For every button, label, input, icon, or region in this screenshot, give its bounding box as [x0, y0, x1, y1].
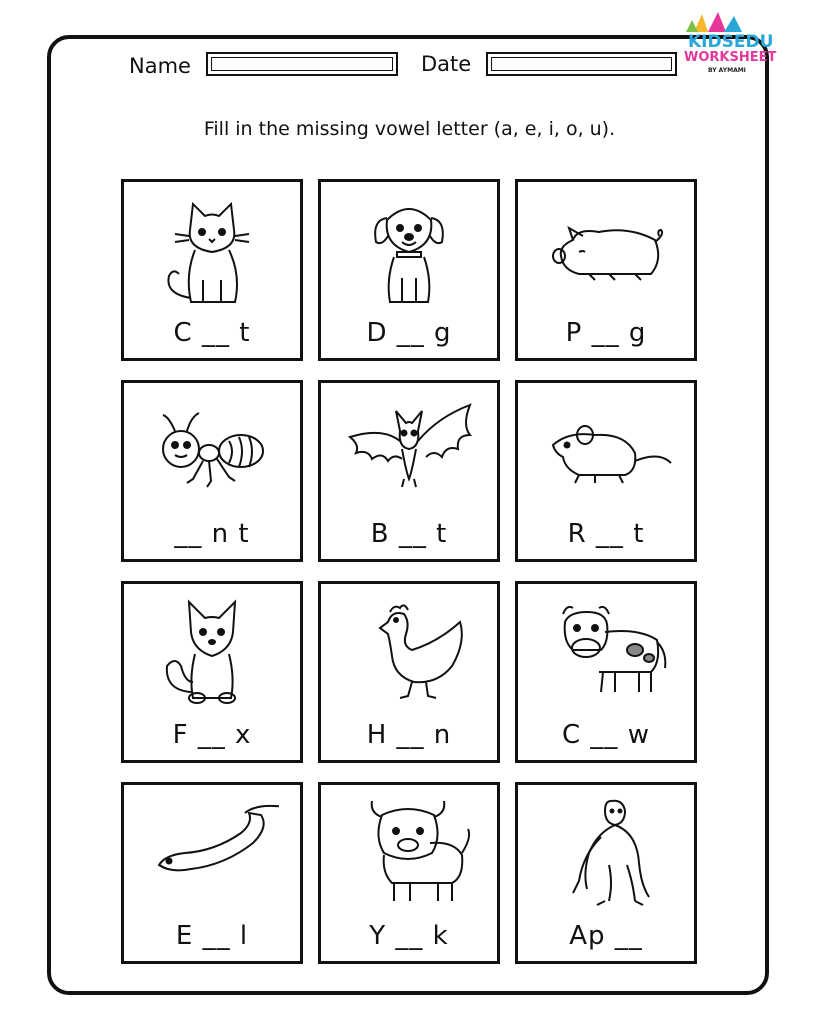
name-field[interactable] [206, 52, 398, 76]
eel-icon [145, 793, 279, 913]
yak-icon [342, 793, 476, 913]
word-prompt[interactable]: B __ t [370, 519, 448, 549]
card-fox [121, 581, 303, 763]
brand-logo [680, 10, 777, 80]
card-ant [121, 380, 303, 562]
word-prompt[interactable]: R __ t [567, 519, 645, 549]
card-cat [121, 179, 303, 361]
cat-icon [145, 190, 279, 310]
word-prompt[interactable]: __ n t [174, 519, 250, 549]
ape-icon [539, 793, 673, 913]
rat-icon [539, 391, 673, 511]
word-prompt[interactable]: C __ w [562, 720, 650, 750]
dog-icon [342, 190, 476, 310]
word-prompt[interactable]: Ap __ [569, 921, 643, 951]
card-ape [515, 782, 697, 964]
word-prompt[interactable]: F __ x [172, 720, 252, 750]
word-prompt[interactable]: H __ n [366, 720, 452, 750]
card-rat [515, 380, 697, 562]
hen-icon [342, 592, 476, 712]
logo-text-main: KIDSEDU [688, 32, 774, 52]
card-eel [121, 782, 303, 964]
cow-icon [539, 592, 673, 712]
date-label: Date [421, 52, 472, 76]
word-prompt[interactable]: D __ g [366, 318, 452, 348]
card-bat [318, 380, 500, 562]
card-yak [318, 782, 500, 964]
word-prompt[interactable]: P __ g [565, 318, 647, 348]
ant-icon [145, 391, 279, 511]
card-cow [515, 581, 697, 763]
word-prompt[interactable]: C __ t [173, 318, 251, 348]
word-prompt[interactable]: Y __ k [369, 921, 449, 951]
logo-text-sub: WORKSHEET [684, 50, 777, 65]
card-pig [515, 179, 697, 361]
name-label: Name [129, 54, 191, 78]
card-hen [318, 581, 500, 763]
fox-icon [145, 592, 279, 712]
date-field[interactable] [486, 52, 677, 76]
logo-text-by: BY AYMAMI [708, 67, 746, 74]
instruction-text: Fill in the missing vowel letter (a, e, i, o, u). [203, 118, 616, 140]
pig-icon [539, 190, 673, 310]
bat-icon [342, 391, 476, 511]
word-prompt[interactable]: E __ l [175, 921, 249, 951]
card-dog [318, 179, 500, 361]
